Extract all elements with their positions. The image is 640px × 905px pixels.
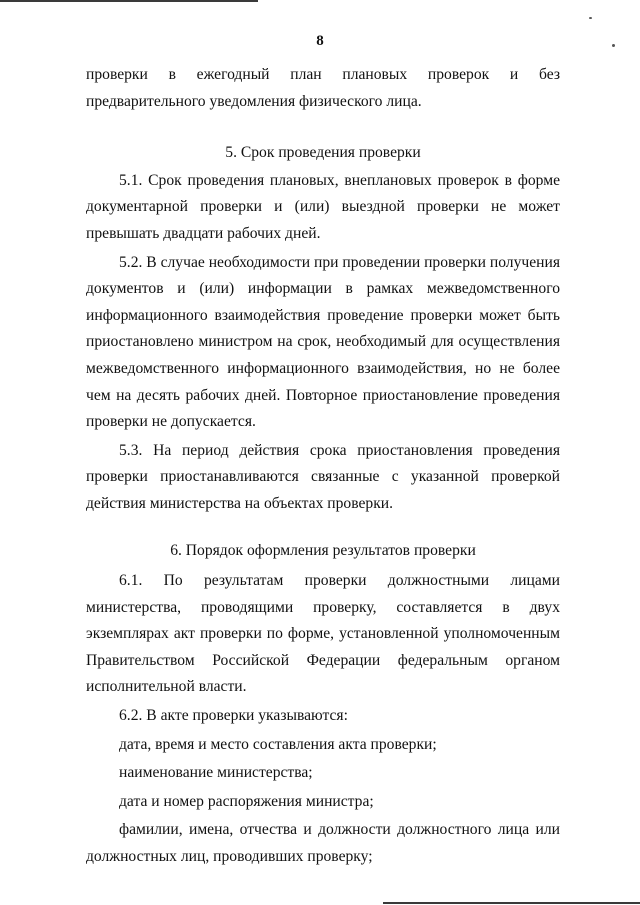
list-item: фамилии, имена, отчества и должности должностного лица или должностных лиц, проводивших проверку; xyxy=(86,821,560,866)
intro-paragraph: проверки в ежегодный план плановых проверок и без предварительного уведомления физического лица. xyxy=(86,66,560,110)
list-item: наименование министерства; xyxy=(119,764,313,782)
paragraph-5-2: 5.2. В случае необходимости при проведении проверки получения документов и (или) информации в рамках межведомственного информационного взаимодействия проведение проверки может быть приостановлено министром на срок, необходимый для осуществления межведомственного информационного взаимодействия, но не более чем на десять рабочих дней. Повторное приостановление проведения проверки не допускается. xyxy=(86,253,560,431)
paragraph-5-1: 5.1. Срок проведения плановых, внеплановых проверок в форме документарной проверки и (или) выездной проверки не может превышать двадцати рабочих дней. xyxy=(86,171,560,242)
paragraph-5-3: 5.3. На период действия срока приостановления проведения проверки приостанавливаются связанные с указанной проверкой действия министерства на объектах проверки. xyxy=(86,441,560,512)
paragraph-6-2: 6.2. В акте проверки указываются: xyxy=(119,707,348,725)
document-body xyxy=(86,62,560,871)
list-item: дата, время и место составления акта проверки; xyxy=(119,735,437,753)
page-number: 8 xyxy=(316,33,324,49)
scan-edge-bottom xyxy=(383,902,640,904)
section-6-heading: 6. Порядок оформления результатов проверки xyxy=(170,541,476,559)
section-5-heading: 5. Срок проведения проверки xyxy=(225,144,421,162)
scan-speck xyxy=(589,17,592,19)
paragraph-6-1: 6.1. По результатам проверки должностными лицами министерства, проводящими проверку, составляется в двух экземплярах акт проверки по форме, установленной уполномоченным Правительством Российской Федерации федеральным органом исполнительной власти. xyxy=(86,572,560,696)
scan-edge-top xyxy=(0,0,258,2)
list-item: дата и номер распоряжения министра; xyxy=(119,792,374,810)
